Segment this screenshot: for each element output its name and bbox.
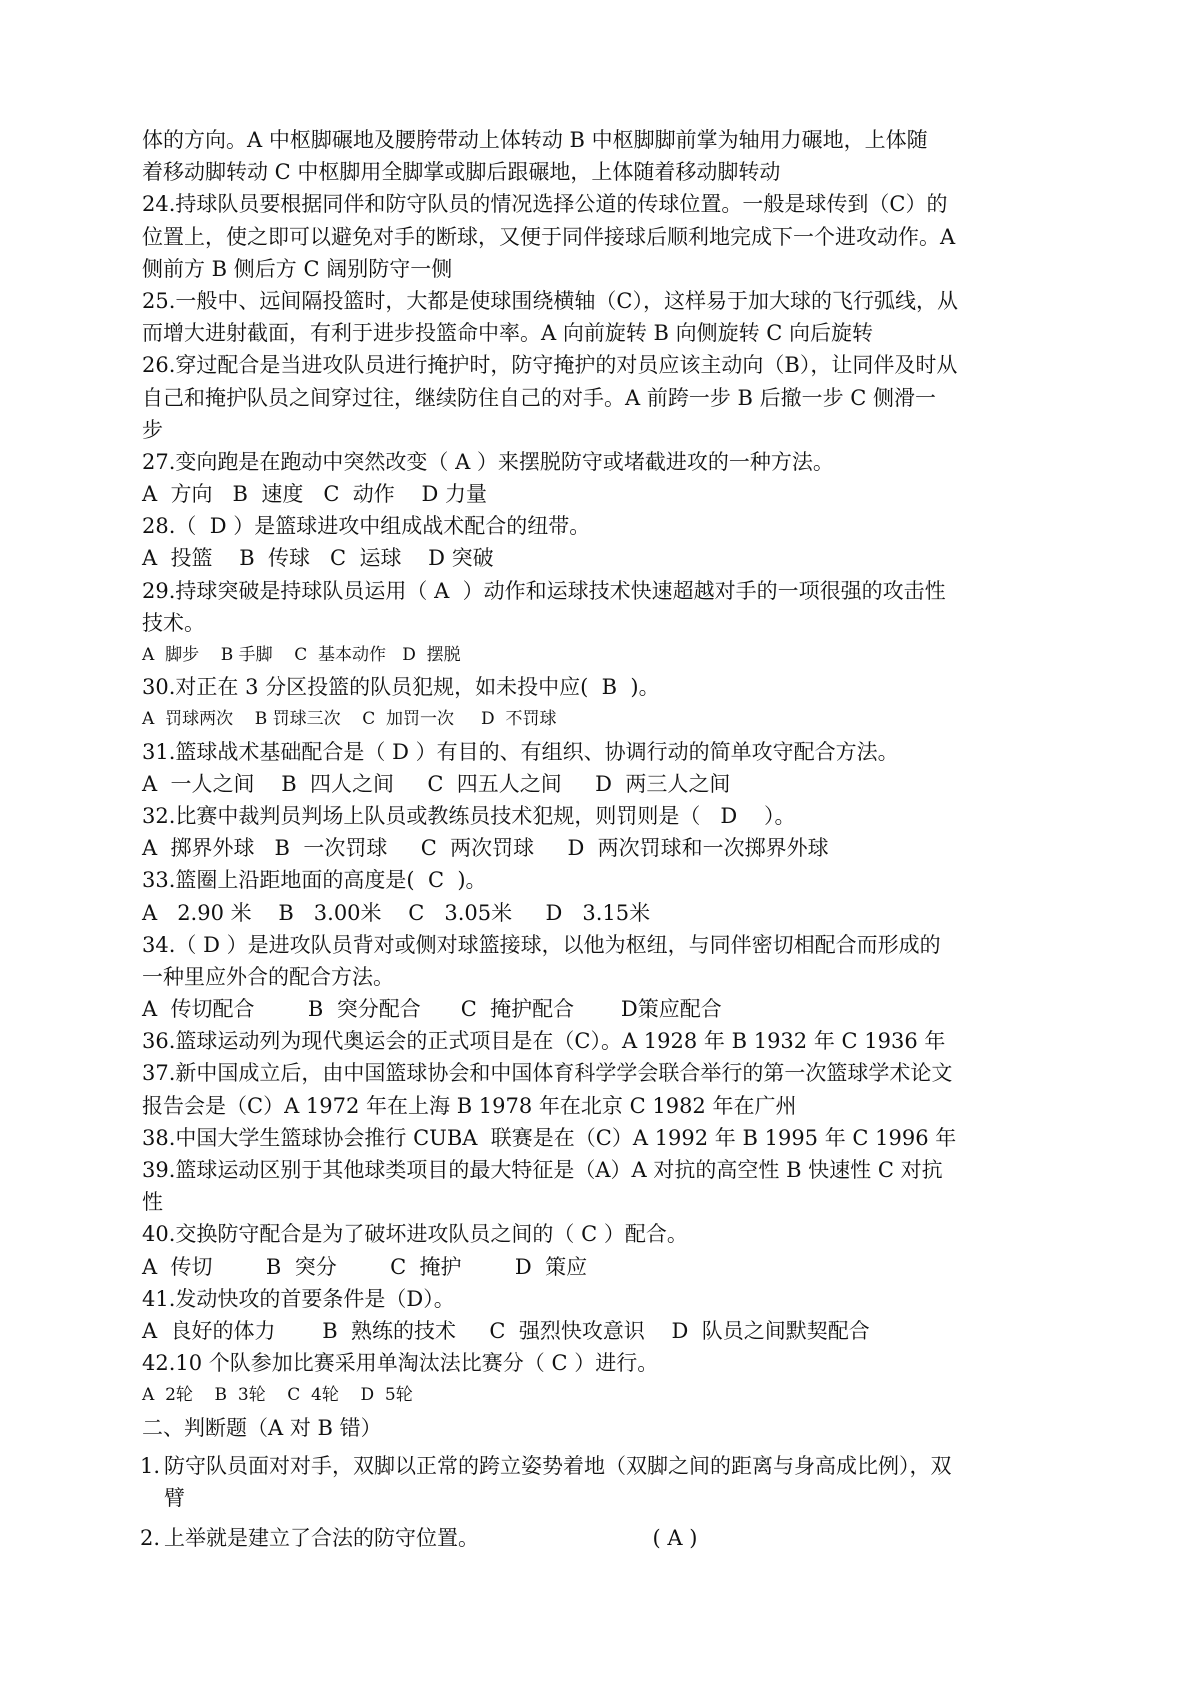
text-line: 技术。 <box>142 610 205 635</box>
text-line: 步 <box>142 417 163 442</box>
text-line: 30.对正在 3 分区投篮的队员犯规，如未投中应( B )。 <box>142 675 660 700</box>
text-line: 32.比赛中裁判员判场上队员或教练员技术犯规，则罚则是（ D ）。 <box>142 803 796 828</box>
text-line: 上举就是建立了合法的防守位置。 ( A ) <box>164 1526 698 1551</box>
text-line: 39.篮球运动区别于其他球类项目的最大特征是（A）A 对抗的高空性 B 快速性 C 对抗 <box>142 1158 943 1182</box>
text-line: 27.变向跑是在跑动中突然改变（ A ）来摆脱防守或堵截进攻的一种方法。 <box>142 449 834 474</box>
text-line: 42.10 个队参加比赛采用单淘汰法比赛分（ C ）进行。 <box>142 1351 659 1376</box>
judge-list <box>142 1450 1062 1555</box>
text-line: A 投篮 B 传球 C 运球 D 突破 <box>142 546 494 571</box>
judge-item <box>142 1450 1062 1514</box>
text-line: A 脚步 B 手脚 C 基本动作 D 摆脱 <box>142 645 461 665</box>
text-line: 性 <box>142 1190 163 1215</box>
text-line: 24.持球队员要根据同伴和防守队员的情况选择公道的传球位置。一般是球传到（C）的 <box>142 192 948 217</box>
judge-item <box>142 1522 1062 1554</box>
text-line: 臂 <box>164 1485 185 1510</box>
text-line: A 传切配合 B 突分配合 C 掩护配合 D策应配合 <box>142 997 722 1022</box>
text-line: A 2轮 B 3轮 C 4轮 D 5轮 <box>142 1385 413 1406</box>
text-line: 40.交换防守配合是为了破坏进攻队员之间的（ C ）配合。 <box>142 1222 688 1247</box>
text-line: 37.新中国成立后，由中国篮球协会和中国体育科学学会联合举行的第一次篮球学术论文 <box>142 1061 953 1086</box>
text-line: 位置上，使之即可以避免对手的断球，又便于同伴接球后顺利地完成下一个进攻动作。A <box>142 224 956 249</box>
text-line: A 一人之间 B 四人之间 C 四五人之间 D 两三人之间 <box>142 771 731 796</box>
text-line: 26.穿过配合是当进攻队员进行掩护时，防守掩护的对员应该主动向（B），让同伴及时从 <box>142 353 958 378</box>
text-line: 防守队员面对对手，双脚以正常的跨立姿势着地（双脚之间的距离与身高成比例），双 <box>164 1453 952 1478</box>
text-line: A 2.90 米 B 3.00米 C 3.05米 D 3.15米 <box>142 900 651 925</box>
text-line: 而增大进射截面，有利于进步投篮命中率。A 向前旋转 B 向侧旋转 C 向后旋转 <box>142 321 874 346</box>
judge-item-number: 2. <box>140 1526 161 1551</box>
text-line: A 良好的体力 B 熟练的技术 C 强烈快攻意识 D 队员之间默契配合 <box>142 1318 870 1343</box>
document-body <box>142 124 1062 1554</box>
text-line: 33.篮圈上沿距地面的高度是( C )。 <box>142 868 487 893</box>
text-line: 侧前方 B 侧后方 C 阔别防守一侧 <box>142 256 453 281</box>
text-line: 31.篮球战术基础配合是（ D ）有目的、有组织、协调行动的简单攻守配合方法。 <box>142 739 899 764</box>
text-line: 自己和掩护队员之间穿过往，继续防住自己的对手。A 前跨一步 B 后撤一步 C 侧滑一 <box>142 385 937 410</box>
text-line: A 掷界外球 B 一次罚球 C 两次罚球 D 两次罚球和一次掷界外球 <box>142 836 829 861</box>
text-line: 38.中国大学生篮球协会推行 CUBA 联赛是在（C）A 1992 年 B 1995 年 C 1996 年 <box>142 1125 957 1150</box>
text-line: 28.（ D ）是篮球进攻中组成战术配合的纽带。 <box>142 514 591 539</box>
text-line: 着移动脚转动 C 中枢脚用全脚掌或脚后跟碾地，上体随着移动脚转动 <box>142 160 781 185</box>
text-line: 41.发动快攻的首要条件是（D）。 <box>142 1286 455 1311</box>
text-line: 34.（ D ）是进攻队员背对或侧对球篮接球，以他为枢纽，与同伴密切相配合而形成的 <box>142 932 941 957</box>
section-title: 二、判断题（A 对 B 错） <box>142 1415 382 1440</box>
text-line: 36.篮球运动列为现代奥运会的正式项目是在（C）。A 1928 年 B 1932 年 C 1936 年 <box>142 1029 946 1054</box>
text-line: 体的方向。A 中枢脚碾地及腰胯带动上体转动 B 中枢脚脚前掌为轴用力碾地，上体随 <box>142 128 928 152</box>
text-line: A 传切 B 突分 C 掩护 D 策应 <box>142 1254 588 1279</box>
text-line: A 罚球两次 B 罚球三次 C 加罚一次 D 不罚球 <box>142 709 557 730</box>
text-line: 29.持球突破是持球队员运用（ A ）动作和运球技术快速超越对手的一项很强的攻击性 <box>142 578 946 603</box>
text-line: A 方向 B 速度 C 动作 D 力量 <box>142 482 487 507</box>
text-line: 一种里应外合的配合方法。 <box>142 964 394 989</box>
judge-item-number: 1. <box>140 1453 161 1478</box>
text-line: 报告会是（C）A 1972 年在上海 B 1978 年在北京 C 1982 年在广州 <box>142 1093 797 1118</box>
text-line: 25.一般中、远间隔投篮时，大都是使球围绕横轴（C），这样易于加大球的飞行弧线，从 <box>142 288 958 313</box>
